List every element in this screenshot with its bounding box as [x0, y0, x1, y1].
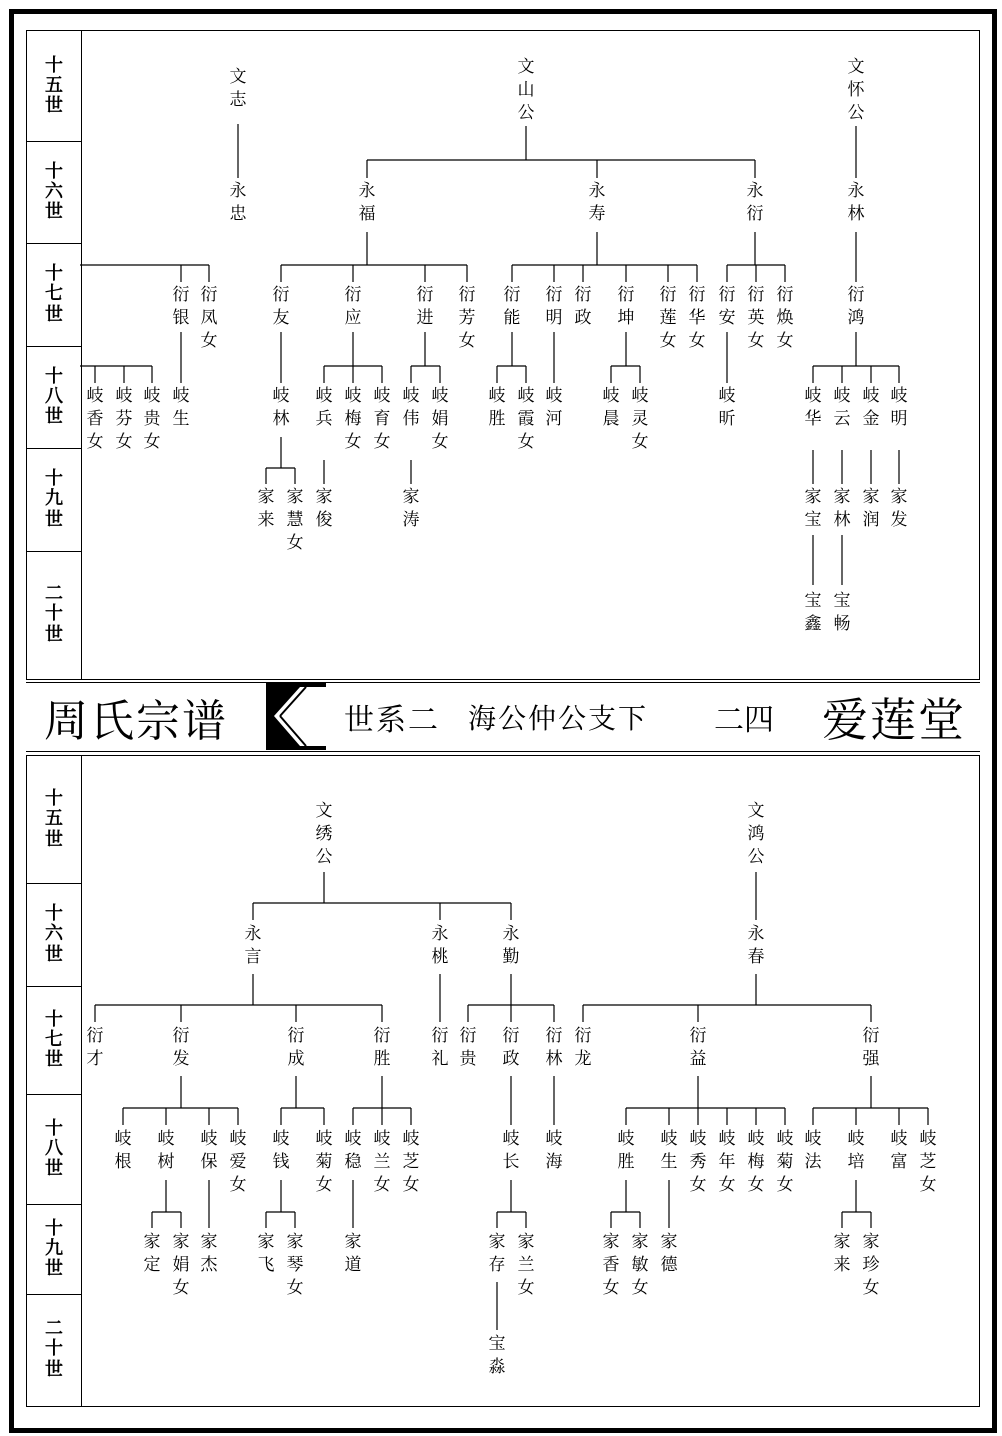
- person-yanzheng: [575, 284, 592, 330]
- generation-text: 十 五 世: [45, 54, 63, 117]
- person-yanfa: [173, 1025, 190, 1071]
- name-text: 岐 芬 女: [115, 386, 133, 452]
- name-text: 岐 生: [660, 1129, 678, 1172]
- name-text: 岐 贵 女: [143, 386, 161, 452]
- generation-text: 十 八 世: [45, 1117, 63, 1180]
- name-text: 衍 成: [287, 1026, 305, 1069]
- name-text: 衍 坤: [617, 285, 635, 328]
- generation-text: 二 十 世: [45, 583, 63, 645]
- person-qinian: [719, 1128, 736, 1197]
- person-qiwei: [403, 385, 420, 431]
- name-text: 衍 明: [545, 285, 563, 328]
- person-yansheng: [374, 1025, 391, 1071]
- name-text: 家 慧 女: [286, 487, 304, 553]
- name-text: 岐 华: [804, 386, 822, 429]
- name-text: 岐 保: [200, 1129, 218, 1172]
- name-text: 岐 钱: [272, 1129, 290, 1172]
- person-yancheng: [288, 1025, 305, 1071]
- person-jiajuan: [173, 1231, 190, 1300]
- name-text: 衍 凤 女: [200, 285, 218, 351]
- person-jiahui: [287, 486, 304, 555]
- person-yongchun: [748, 923, 765, 969]
- name-text: 家 润: [862, 487, 880, 530]
- name-text: 岐 兵: [315, 386, 333, 429]
- person-yanli: [432, 1025, 449, 1071]
- name-text: 衍 鸿: [847, 285, 865, 328]
- page-number: 二四: [714, 702, 774, 738]
- hall-name: 爱莲堂: [822, 692, 966, 747]
- name-text: 岐 云: [833, 386, 851, 429]
- name-text: 永 衍: [746, 181, 764, 224]
- person-qishu: [158, 1128, 175, 1174]
- name-text: 衍 林: [545, 1026, 563, 1069]
- person-yanhong: [848, 284, 865, 330]
- name-text: 岐 年 女: [718, 1129, 736, 1195]
- name-text: 衍 华 女: [688, 285, 706, 351]
- name-text: 衍 政: [574, 285, 592, 328]
- person-qixiu: [690, 1128, 707, 1197]
- person-yanneng: [504, 284, 521, 330]
- name-text: 文 绣 公: [315, 801, 333, 867]
- book-title: 周氏宗谱: [44, 695, 228, 747]
- person-jiacun: [489, 1231, 506, 1277]
- name-text: 衍 银: [172, 285, 190, 328]
- person-qimei-b: [748, 1128, 765, 1197]
- person-yongtao: [432, 923, 449, 969]
- person-yanqiang: [863, 1025, 880, 1071]
- person-jiatao: [403, 486, 420, 532]
- name-text: 岐 秀 女: [689, 1129, 707, 1195]
- name-text: 衍 强: [862, 1026, 880, 1069]
- person-qiling: [632, 385, 649, 454]
- name-text: 衍 礼: [431, 1026, 449, 1069]
- name-text: 岐 法: [804, 1129, 822, 1172]
- person-yongfu: [359, 180, 376, 226]
- name-text: 文 鸿 公: [747, 801, 765, 867]
- name-text: 岐 河: [545, 386, 563, 429]
- generation-text: 十 八 世: [45, 365, 63, 428]
- person-baochang: [834, 590, 851, 636]
- person-jiamin: [632, 1231, 649, 1300]
- person-yanhuan: [777, 284, 794, 353]
- name-text: 岐 梅 女: [747, 1129, 765, 1195]
- person-yanlong: [575, 1025, 592, 1071]
- name-text: 宝 淼: [488, 1334, 506, 1377]
- person-qifa: [805, 1128, 822, 1174]
- name-text: 宝 鑫: [804, 591, 822, 634]
- name-text: 岐 林: [272, 386, 290, 429]
- name-text: 岐 芝 女: [402, 1129, 420, 1195]
- person-yanan: [719, 284, 736, 330]
- person-wenhong-gong: [748, 800, 765, 869]
- person-wenhuai-gong: [848, 56, 865, 125]
- person-qipei: [848, 1128, 865, 1174]
- name-text: 家 涛: [402, 487, 420, 530]
- person-jiading: [144, 1231, 161, 1277]
- person-qichen: [603, 385, 620, 431]
- name-text: 衍 安: [718, 285, 736, 328]
- person-yancai: [87, 1025, 104, 1071]
- name-text: 岐 伟: [402, 386, 420, 429]
- person-jiabao: [805, 486, 822, 532]
- name-text: 岐 明: [890, 386, 908, 429]
- person-jiafei: [258, 1231, 275, 1277]
- name-text: 衍 莲 女: [659, 285, 677, 351]
- person-qisheng: [173, 385, 190, 431]
- name-text: 家 发: [890, 487, 908, 530]
- person-qizhi: [403, 1128, 420, 1197]
- name-text: 衍 胜: [373, 1026, 391, 1069]
- name-text: 家 敏 女: [631, 1232, 649, 1298]
- name-text: 岐 稳: [344, 1129, 362, 1172]
- person-yanzheng-b: [503, 1025, 520, 1071]
- name-text: 文 志: [229, 67, 247, 110]
- name-text: 衍 益: [689, 1026, 707, 1069]
- person-wenshan-gong: [518, 56, 535, 125]
- person-qiming: [891, 385, 908, 431]
- name-text: 岐 爱 女: [229, 1129, 247, 1195]
- person-yankun: [618, 284, 635, 330]
- person-qisheng-2: [489, 385, 506, 431]
- name-text: 岐 金: [862, 386, 880, 429]
- name-text: 衍 英 女: [747, 285, 765, 351]
- name-text: 家 娟 女: [172, 1232, 190, 1298]
- name-text: 岐 生: [172, 386, 190, 429]
- person-qijin: [863, 385, 880, 431]
- name-text: 岐 兰 女: [373, 1129, 391, 1195]
- person-jiadao: [345, 1231, 362, 1277]
- person-qiwen: [345, 1128, 362, 1174]
- person-qizhi-b2: [920, 1128, 937, 1197]
- name-text: 家 兰 女: [517, 1232, 535, 1298]
- person-baoxin: [805, 590, 822, 636]
- person-qigen: [115, 1128, 132, 1174]
- person-wenzhi: [230, 66, 247, 112]
- person-yanjin: [417, 284, 434, 330]
- name-text: 衍 友: [272, 285, 290, 328]
- person-qiqian: [273, 1128, 290, 1174]
- person-qiyu: [374, 385, 391, 454]
- person-yanyi: [690, 1025, 707, 1071]
- person-qibing: [316, 385, 333, 431]
- series-label: 世系二: [344, 702, 440, 738]
- name-text: 岐 昕: [718, 386, 736, 429]
- person-qibao: [201, 1128, 218, 1174]
- name-text: 衍 芳 女: [458, 285, 476, 351]
- generation-text: 十 九 世: [45, 1217, 63, 1280]
- name-text: 家 德: [660, 1232, 678, 1275]
- name-text: 家 来: [257, 487, 275, 530]
- person-jialai: [258, 486, 275, 532]
- name-text: 衍 政: [502, 1026, 520, 1069]
- name-text: 岐 霞 女: [517, 386, 535, 452]
- name-text: 家 道: [344, 1232, 362, 1275]
- person-qixia: [518, 385, 535, 454]
- person-qihua: [805, 385, 822, 431]
- name-text: 衍 能: [503, 285, 521, 328]
- generation-text: 十 七 世: [45, 263, 63, 325]
- person-wenxiu-gong: [316, 800, 333, 869]
- name-text: 永 桃: [431, 924, 449, 967]
- person-jiaxiang: [603, 1231, 620, 1300]
- person-qiju: [316, 1128, 333, 1197]
- person-baomiao: [489, 1333, 506, 1379]
- person-jiazhen: [863, 1231, 880, 1300]
- name-text: 岐 富: [890, 1129, 908, 1172]
- name-text: 家 香 女: [602, 1232, 620, 1298]
- name-text: 家 俊: [315, 487, 333, 530]
- generation-text: 十 九 世: [45, 468, 63, 530]
- generation-text: 十 六 世: [45, 903, 63, 965]
- name-text: 永 言: [244, 924, 262, 967]
- person-yanlin: [546, 1025, 563, 1071]
- name-text: 衍 龙: [574, 1026, 592, 1069]
- person-qihe: [546, 385, 563, 431]
- person-jiarun: [863, 486, 880, 532]
- person-yonglin: [848, 180, 865, 226]
- name-text: 永 忠: [229, 181, 247, 224]
- person-qifu: [891, 1128, 908, 1174]
- name-text: 永 勤: [502, 924, 520, 967]
- person-qilan: [374, 1128, 391, 1197]
- generation-text: 十 五 世: [45, 788, 63, 850]
- person-yongzhong: [230, 180, 247, 226]
- name-text: 家 宝: [804, 487, 822, 530]
- person-yanying: [345, 284, 362, 330]
- person-jialin: [834, 486, 851, 532]
- name-text: 永 林: [847, 181, 865, 224]
- person-qiju-b2: [777, 1128, 794, 1197]
- name-text: 岐 芝 女: [919, 1129, 937, 1195]
- person-yongyan-b: [245, 923, 262, 969]
- person-qimei: [345, 385, 362, 454]
- name-text: 岐 胜: [488, 386, 506, 429]
- person-yanyou: [273, 284, 290, 330]
- person-yongyan: [747, 180, 764, 226]
- name-text: 岐 灵 女: [631, 386, 649, 452]
- person-jialai-b: [834, 1231, 851, 1277]
- person-qifen: [116, 385, 133, 454]
- name-text: 永 寿: [588, 181, 606, 224]
- person-jiajun: [316, 486, 333, 532]
- name-text: 衍 贵: [459, 1026, 477, 1069]
- person-yanying-f: [748, 284, 765, 353]
- generation-text: 十 七 世: [45, 1008, 63, 1071]
- name-text: 衍 发: [172, 1026, 190, 1069]
- name-text: 家 杰: [200, 1232, 218, 1275]
- name-text: 岐 根: [114, 1129, 132, 1172]
- name-text: 文 怀 公: [847, 57, 865, 123]
- name-text: 岐 晨: [602, 386, 620, 429]
- person-yongqin: [503, 923, 520, 969]
- person-yongshou: [589, 180, 606, 226]
- person-yanyin: [173, 284, 190, 330]
- person-yanming: [546, 284, 563, 330]
- person-yanlian: [660, 284, 677, 353]
- name-text: 岐 香 女: [86, 386, 104, 452]
- name-text: 家 珍 女: [862, 1232, 880, 1298]
- name-text: 岐 育 女: [373, 386, 391, 452]
- person-qilin: [273, 385, 290, 431]
- name-text: 永 福: [358, 181, 376, 224]
- name-text: 宝 畅: [833, 591, 851, 634]
- name-text: 岐 树: [157, 1129, 175, 1172]
- name-text: 衍 焕 女: [776, 285, 794, 351]
- person-jiade: [661, 1231, 678, 1277]
- person-yanfeng: [201, 284, 218, 353]
- name-text: 岐 培: [847, 1129, 865, 1172]
- person-qiyun: [834, 385, 851, 431]
- name-text: 家 飞: [257, 1232, 275, 1275]
- person-qixiang: [87, 385, 104, 454]
- person-jiaqin: [287, 1231, 304, 1300]
- name-text: 衍 应: [344, 285, 362, 328]
- person-qichang: [503, 1128, 520, 1174]
- person-qihai: [546, 1128, 563, 1174]
- name-text: 衍 才: [86, 1026, 104, 1069]
- name-text: 家 存: [488, 1232, 506, 1275]
- person-qixin: [719, 385, 736, 431]
- name-text: 岐 菊 女: [315, 1129, 333, 1195]
- name-text: 家 定: [143, 1232, 161, 1275]
- name-text: 文 山 公: [517, 57, 535, 123]
- person-yanhua: [689, 284, 706, 353]
- person-qisheng-b2: [661, 1128, 678, 1174]
- name-text: 岐 梅 女: [344, 386, 362, 452]
- person-qigui: [144, 385, 161, 454]
- person-jiajie: [201, 1231, 218, 1277]
- name-text: 岐 长: [502, 1129, 520, 1172]
- person-jiafa: [891, 486, 908, 532]
- name-text: 家 来: [833, 1232, 851, 1275]
- generation-text: 二 十 世: [45, 1318, 63, 1380]
- name-text: 岐 娟 女: [431, 386, 449, 452]
- person-jialan: [518, 1231, 535, 1300]
- person-qijuan: [432, 385, 449, 454]
- person-qiai: [230, 1128, 247, 1197]
- name-text: 家 琴 女: [286, 1232, 304, 1298]
- name-text: 衍 进: [416, 285, 434, 328]
- name-text: 岐 海: [545, 1129, 563, 1172]
- name-text: 家 林: [833, 487, 851, 530]
- branch-label: 海公仲公支下: [468, 701, 649, 735]
- person-qisheng-b: [618, 1128, 635, 1174]
- name-text: 永 春: [747, 924, 765, 967]
- generation-text: 十 六 世: [45, 160, 63, 223]
- person-yanfang: [459, 284, 476, 353]
- person-yangui: [460, 1025, 477, 1071]
- name-text: 岐 菊 女: [776, 1129, 794, 1195]
- name-text: 岐 胜: [617, 1129, 635, 1172]
